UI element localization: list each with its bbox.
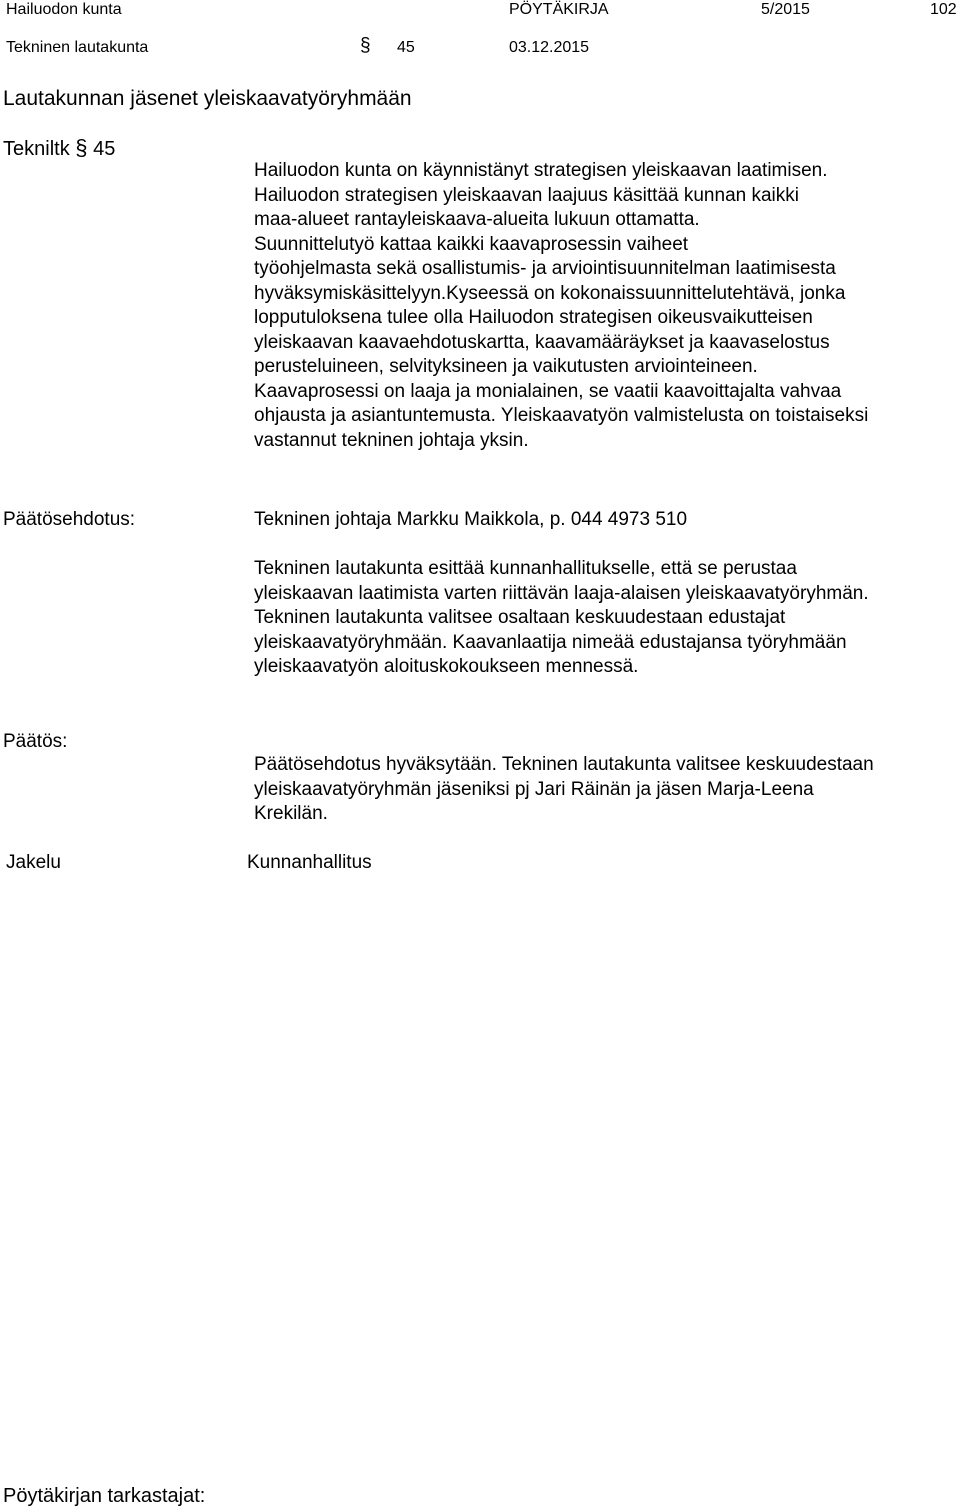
intro-paragraph <box>254 159 954 453</box>
section-ref-label: Tekniltk <box>3 138 70 160</box>
decision-line: yleiskaavatyöryhmän jäseniksi pj Jari Räinän ja jäsen Marja-Leena <box>254 778 814 800</box>
intro-line: Suunnittelutyö kattaa kaikki kaavaprosessin vaiheet <box>254 233 689 255</box>
proposal-line: yleiskaavan laatimista varten riittävän laaja-alaisen yleiskaavatyöryhmän. <box>254 582 869 604</box>
proposal-label: Päätösehdotus: <box>3 509 136 530</box>
proposal-paragraph <box>254 557 954 680</box>
intro-line: Hailuodon strategisen yleiskaavan laajuus käsittää kunnan kaikki <box>254 184 799 206</box>
protocol-checkers-label: Pöytäkirjan tarkastajat: <box>3 1485 206 1507</box>
section-symbol: § <box>360 35 371 56</box>
decision-paragraph <box>254 753 954 827</box>
distribution-label: Jakelu <box>6 852 61 873</box>
proposal-line: Tekninen lautakunta valitsee osaltaan keskuudestaan edustajat <box>254 607 786 628</box>
document-number: 5/2015 <box>761 1 810 18</box>
decision-line: Krekilän. <box>254 803 328 824</box>
meeting-date: 03.12.2015 <box>509 39 590 56</box>
intro-line: yleiskaavan kaavaehdotuskartta, kaavamääräykset ja kaavaselostus <box>254 331 830 353</box>
distribution-value: Kunnanhallitus <box>247 852 372 873</box>
decision-label: Päätös: <box>3 731 68 752</box>
section-number: 45 <box>397 39 415 56</box>
section-reference <box>3 135 115 161</box>
intro-line: perusteluineen, selvityksineen ja vaikutusten arviointeineen. <box>254 356 758 377</box>
decision-line: Päätösehdotus hyväksytään. Tekninen lautakunta valitsee keskuudestaan <box>254 754 874 775</box>
page-title: Lautakunnan jäsenet yleiskaavatyöryhmään <box>3 87 412 110</box>
intro-line: ohjausta ja asiantuntemusta. Yleiskaavatyön valmistelusta on toistaiseksi <box>254 405 869 426</box>
proposal-line: Tekninen lautakunta esittää kunnanhallitukselle, että se perustaa <box>254 558 797 579</box>
page-number: 102 <box>930 1 957 18</box>
intro-line: työohjelmasta sekä osallistumis- ja arviointisuunnitelman laatimisesta <box>254 258 836 279</box>
section-ref-symbol: § <box>75 135 88 160</box>
intro-line: maa-alueet rantayleiskaava-alueita lukuun ottamatta. <box>254 209 700 230</box>
intro-line: hyväksymiskäsittelyyn.Kyseessä on kokonaissuunnittelutehtävä, jonka <box>254 282 846 304</box>
intro-line: Hailuodon kunta on käynnistänyt strategisen yleiskaavan laatimisen. <box>254 160 828 181</box>
municipality-name: Hailuodon kunta <box>6 1 122 18</box>
document-type: PÖYTÄKIRJA <box>509 1 609 18</box>
intro-line: vastannut tekninen johtaja yksin. <box>254 429 529 451</box>
proposal-presenter: Tekninen johtaja Markku Maikkola, p. 044 4973 510 <box>254 509 688 530</box>
section-ref-number: 45 <box>93 138 116 160</box>
intro-line: lopputuloksena tulee olla Hailuodon strategisen oikeusvaikutteisen <box>254 307 813 328</box>
proposal-line: yleiskaavatyöryhmään. Kaavanlaatija nimeää edustajansa työryhmään <box>254 631 847 653</box>
proposal-line: yleiskaavatyön aloituskokoukseen mennessä. <box>254 656 639 677</box>
intro-line: Kaavaprosessi on laaja ja monialainen, se vaatii kaavoittajalta vahvaa <box>254 380 842 402</box>
committee-name: Tekninen lautakunta <box>6 39 149 56</box>
